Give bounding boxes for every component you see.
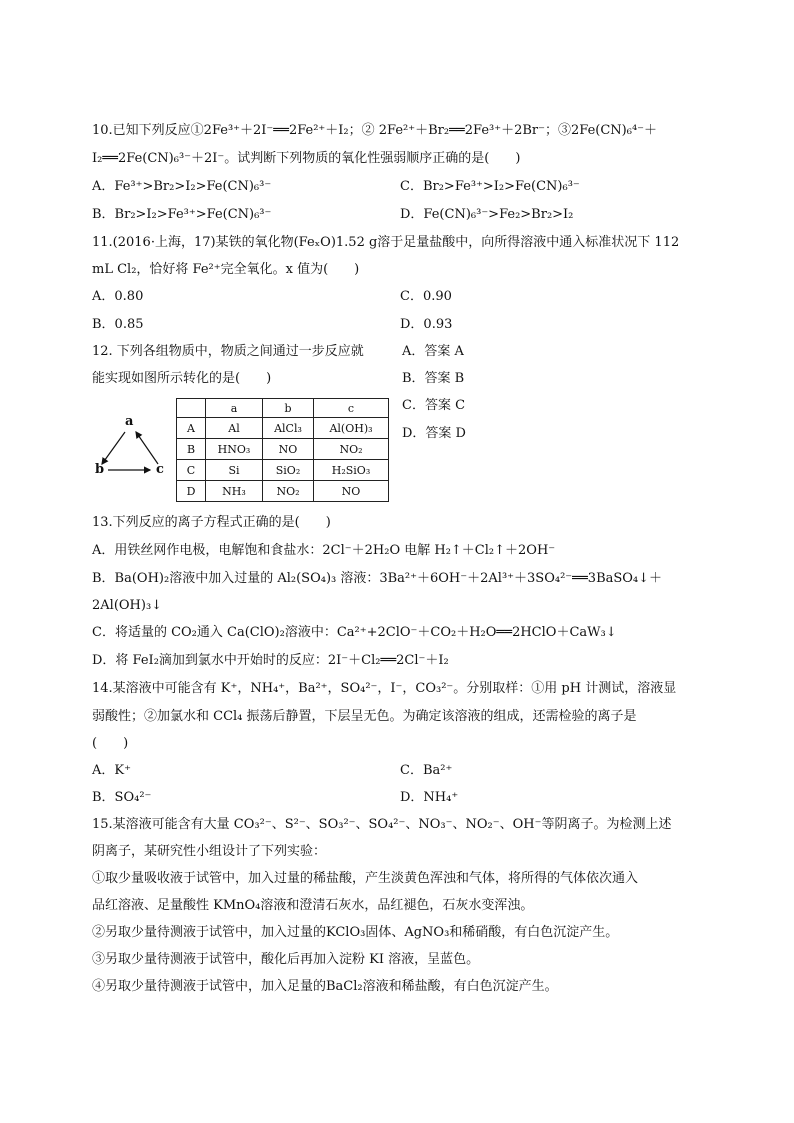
q12-option-d: D．答案 D (402, 426, 466, 441)
q13-option-c: C．将适量的 CO₂通入 Ca(ClO)₂溶液中：Ca²⁺+2ClO⁻＋CO₂＋H₂O══2HClO＋CaW₃↓ (92, 625, 617, 640)
table-cell: HNO₃ (206, 439, 263, 460)
q11-option-a: A．0.80 (92, 289, 144, 304)
node-a-label: a (125, 414, 134, 429)
q10-option-d: D．Fe(CN)₆³⁻>Fe₂>Br₂>I₂ (400, 207, 574, 222)
q14-option-c: C．Ba²⁺ (400, 763, 453, 778)
table-header-cell: b (263, 399, 314, 418)
q12-stem-line2: 能实现如图所示转化的是( ) (92, 371, 272, 386)
q13-option-b-line1: B．Ba(OH)₂溶液中加入过量的 Al₂(SO₄)₃ 溶液：3Ba²⁺＋6OH⁻＋2Al³⁺＋3SO₄²⁻══3BaSO₄↓＋ (92, 571, 663, 586)
table-header-cell: a (206, 399, 263, 418)
arrow-a-to-b (102, 432, 125, 464)
table-row (177, 439, 389, 460)
q12-substance-table (176, 398, 389, 502)
table-header-cell: c (314, 399, 389, 418)
table-cell: NO₂ (263, 481, 314, 502)
q10-option-c: C．Br₂>Fe³⁺>I₂>Fe(CN)₆³⁻ (400, 179, 580, 194)
table-row (177, 481, 389, 502)
q15-step3: ③另取少量待测液于试管中，酸化后再加入淀粉 KI 溶液，呈蓝色。 (92, 952, 480, 967)
table-cell: Al (206, 418, 263, 439)
q11-option-c: C．0.90 (400, 289, 452, 304)
table-cell: B (177, 439, 206, 460)
table-cell: NO (263, 439, 314, 460)
table-cell: Al(OH)₃ (314, 418, 389, 439)
node-b-label: b (95, 462, 105, 477)
table-cell: NO₂ (314, 439, 389, 460)
conversion-triangle-diagram (92, 414, 172, 480)
q15-step1-line1: ①取少量吸收液于试管中，加入过量的稀盐酸，产生淡黄色浑浊和气体，将所得的气体依次通入 (92, 871, 639, 886)
table-cell: D (177, 481, 206, 502)
q13-stem: 13.下列反应的离子方程式正确的是( ) (92, 515, 331, 530)
q14-option-a: A．K⁺ (92, 763, 131, 778)
q15-stem-line1: 15.某溶液可能含有大量 CO₃²⁻、S²⁻、SO₃²⁻、SO₄²⁻、NO₃⁻、NO₂⁻、OH⁻等阴离子。为检测上述 (92, 817, 672, 832)
table-row (177, 418, 389, 439)
q14-stem-line2: 弱酸性；②加氯水和 CCl₄ 振荡后静置，下层呈无色。为确定该溶液的组成，还需检验的离子是 (92, 709, 637, 724)
table-cell: NH₃ (206, 481, 263, 502)
table-header-row (177, 399, 389, 418)
q12-option-a: A．答案 A (402, 344, 464, 359)
q15-step2: ②另取少量待测液于试管中，加入过量的KClO₃固体、AgNO₃和稀硝酸，有白色沉淀产生。 (92, 925, 619, 940)
q14-option-d: D．NH₄⁺ (400, 790, 459, 805)
table-row (177, 460, 389, 481)
q13-option-a: A．用铁丝网作电极，电解饱和食盐水：2Cl⁻＋2H₂O 电解 H₂↑＋Cl₂↑＋2OH⁻ (92, 543, 556, 558)
q13-option-b-line2: 2Al(OH)₃↓ (92, 598, 163, 613)
q12-option-c: C．答案 C (402, 398, 466, 413)
q14-stem-line3: ( ) (92, 736, 129, 751)
table-cell: SiO₂ (263, 460, 314, 481)
q10-stem-line1: 10.已知下列反应①2Fe³⁺＋2I⁻══2Fe²⁺＋I₂；② 2Fe²⁺＋Br₂══2Fe³⁺＋2Br⁻；③2Fe(CN)₆⁴⁻＋ (92, 123, 658, 138)
q11-stem-line1: 11.(2016·上海，17)某铁的氧化物(FeₓO)1.52 g溶于足量盐酸中，向所得溶液中通入标准状况下 112 (92, 235, 680, 250)
arrow-c-to-a (136, 432, 158, 464)
q15-step4: ④另取少量待测液于试管中，加入足量的BaCl₂溶液和稀盐酸，有白色沉淀产生。 (92, 979, 558, 994)
table-cell: AlCl₃ (263, 418, 314, 439)
q13-option-d: D．将 FeI₂滴加到氯水中开始时的反应：2I⁻＋Cl₂══2Cl⁻＋I₂ (92, 653, 449, 668)
q10-stem-line2: I₂══2Fe(CN)₆³⁻＋2I⁻。试判断下列物质的氧化性强弱顺序正确的是( ) (92, 151, 521, 166)
q10-option-a: A．Fe³⁺>Br₂>I₂>Fe(CN)₆³⁻ (92, 179, 272, 194)
q11-option-b: B．0.85 (92, 317, 144, 332)
table-cell: Si (206, 460, 263, 481)
table-cell: NO (314, 481, 389, 502)
q15-stem-line2: 阴离子，某研究性小组设计了下列实验： (92, 844, 327, 859)
q11-option-d: D．0.93 (400, 317, 453, 332)
q12-stem-line1: 12. 下列各组物质中，物质之间通过一步反应就 (92, 344, 364, 359)
node-c-label: c (156, 462, 164, 477)
table-cell: H₂SiO₃ (314, 460, 389, 481)
q10-option-b: B．Br₂>I₂>Fe³⁺>Fe(CN)₆³⁻ (92, 207, 272, 222)
table-cell: C (177, 460, 206, 481)
q14-stem-line1: 14.某溶液中可能含有 K⁺，NH₄⁺，Ba²⁺，SO₄²⁻，I⁻，CO₃²⁻。分别取样：①用 pH 计测试，溶液显 (92, 681, 677, 696)
table-header-cell (177, 399, 206, 418)
q15-step1-line2: 品红溶液、足量酸性 KMnO₄溶液和澄清石灰水，品红褪色，石灰水变浑浊。 (92, 898, 534, 913)
table-cell: A (177, 418, 206, 439)
q14-option-b: B．SO₄²⁻ (92, 790, 152, 805)
q11-stem-line2: mL Cl₂，恰好将 Fe²⁺完全氧化。x 值为( ) (92, 262, 360, 277)
q12-option-b: B．答案 B (402, 371, 465, 386)
